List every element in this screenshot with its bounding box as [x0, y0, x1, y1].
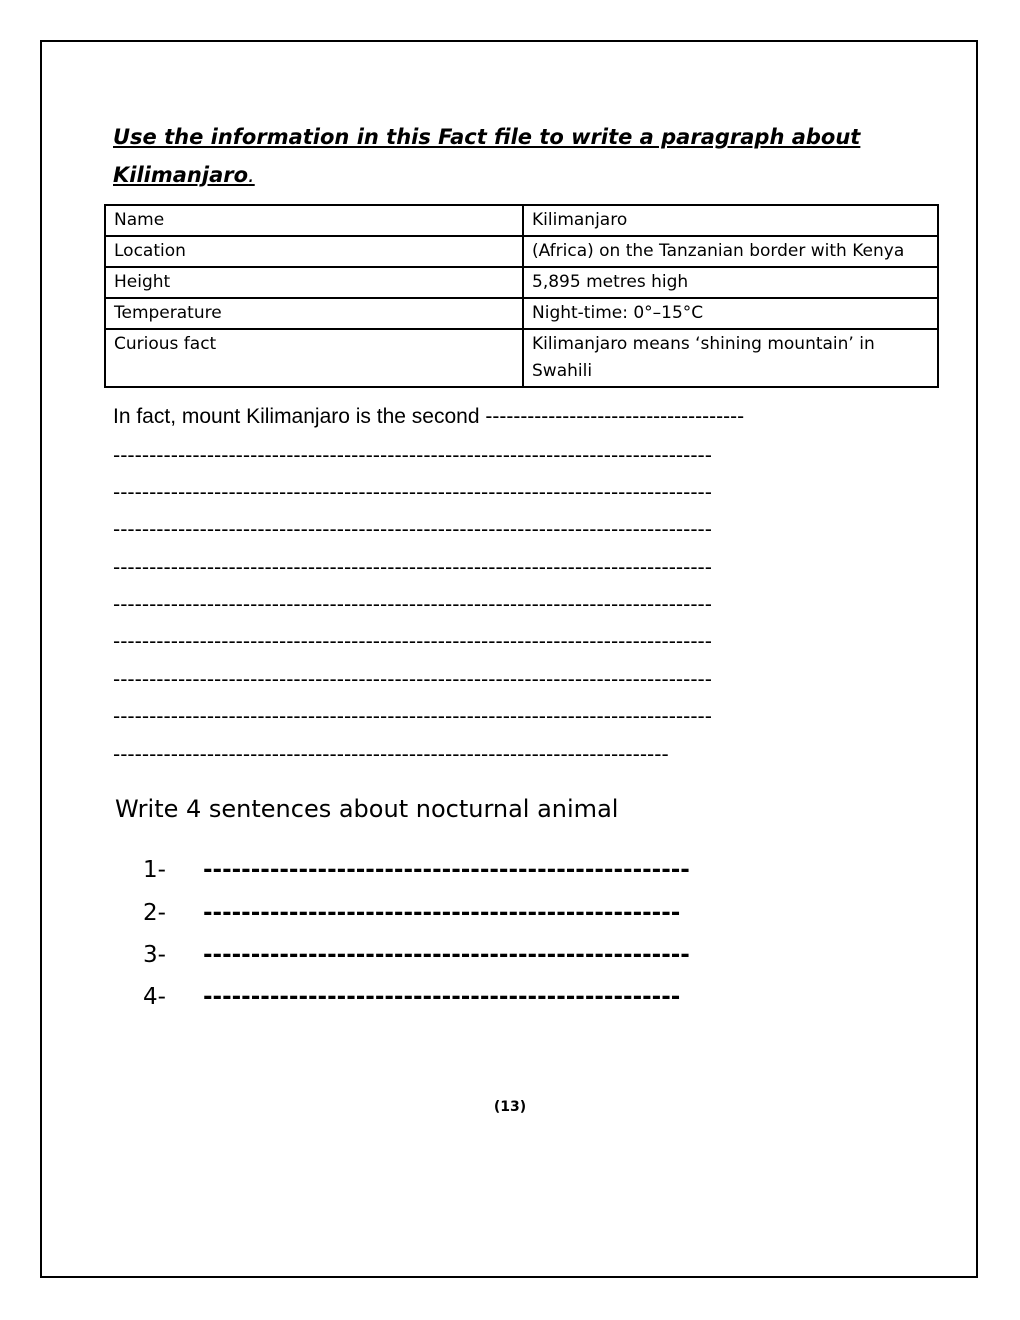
writing-line: -----------------------------------------------------------------------------------: [113, 704, 712, 728]
numbered-line: [143, 898, 680, 928]
line-number: 3-: [143, 942, 166, 968]
table-row: [105, 267, 938, 298]
fact-label: Location: [105, 236, 523, 267]
answer-line: ---------------------------------------------------: [203, 942, 690, 968]
fact-label: Curious fact: [105, 329, 523, 387]
line-number: 2-: [143, 900, 166, 926]
task-title: Write 4 sentences about nocturnal animal: [115, 795, 619, 823]
answer-line: --------------------------------------------------: [203, 984, 681, 1010]
fact-value: Kilimanjaro: [523, 205, 938, 236]
table-row: [105, 329, 938, 387]
fact-file-table: [104, 204, 939, 388]
answer-line: --------------------------------------------------: [203, 900, 681, 926]
writing-line: -----------------------------------------------------------------------------------: [113, 592, 712, 616]
fact-value: (Africa) on the Tanzanian border with Kenya: [523, 236, 938, 267]
line-number: 1-: [143, 857, 166, 883]
numbered-line: [143, 982, 680, 1012]
table-row: [105, 236, 938, 267]
fact-label: Height: [105, 267, 523, 298]
fact-label: Name: [105, 205, 523, 236]
fact-value: Kilimanjaro means ‘shining mountain’ in Swahili: [523, 329, 938, 387]
page-number: (13): [493, 1099, 527, 1115]
table-row: [105, 298, 938, 329]
writing-line: -----------------------------------------------------------------------------------: [113, 629, 712, 653]
paragraph-lead-line: In fact, mount Kilimanjaro is the second -------------------------------------: [113, 405, 745, 428]
writing-line: -----------------------------------------------------------------------------------: [113, 517, 712, 541]
numbered-line: [143, 855, 690, 885]
fact-value: Night-time: 0°–15°C: [523, 298, 938, 329]
fact-label: Temperature: [105, 298, 523, 329]
answer-line: ---------------------------------------------------: [203, 857, 690, 883]
table-row: [105, 205, 938, 236]
fact-value: 5,895 metres high: [523, 267, 938, 298]
writing-line: -----------------------------------------------------------------------------------: [113, 667, 712, 691]
line-number: 4-: [143, 984, 166, 1010]
writing-line: -----------------------------------------------------------------------------------: [113, 443, 712, 467]
instruction-heading: Use the information in this Fact file to write a paragraph about Kilimanjaro.: [113, 125, 861, 187]
writing-line: -----------------------------------------------------------------------------: [113, 742, 669, 766]
writing-line: -----------------------------------------------------------------------------------: [113, 480, 712, 504]
numbered-line: [143, 940, 690, 970]
writing-line: -----------------------------------------------------------------------------------: [113, 555, 712, 579]
